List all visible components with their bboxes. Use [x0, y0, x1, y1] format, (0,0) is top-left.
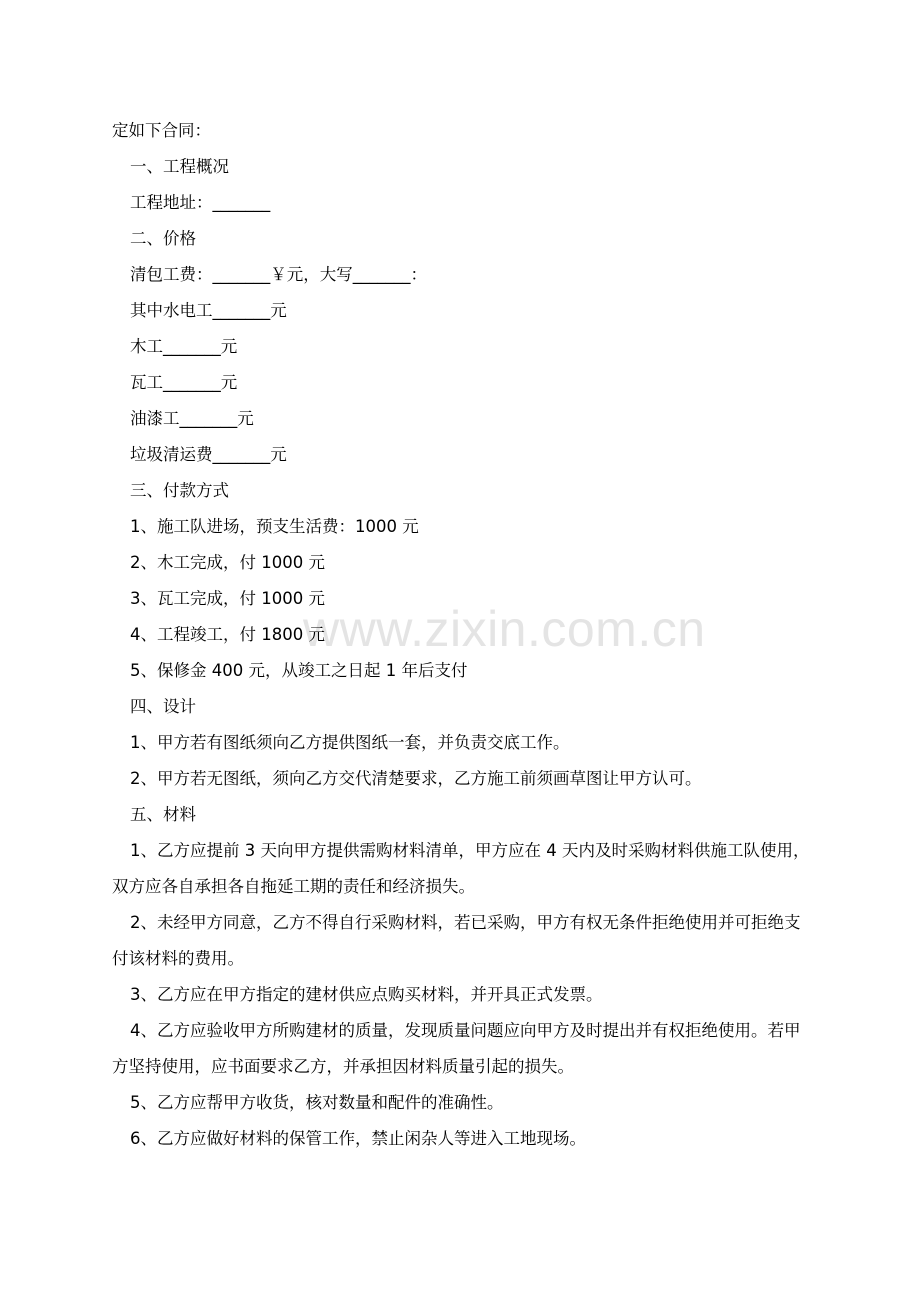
section-heading-payment: 三、付款方式 [130, 481, 229, 500]
painting-line: 油漆工_______元 [130, 409, 254, 428]
waste-removal-line: 垃圾清运费_______元 [130, 445, 287, 464]
labor-fee-line: 清包工费：_______￥元，大写_______： [130, 265, 427, 284]
section-heading-design: 四、设计 [130, 697, 196, 716]
materials-item-3: 3、乙方应在甲方指定的建材供应点购买材料，并开具正式发票。 [130, 985, 603, 1004]
payment-item-5: 5、保修金 400 元，从竣工之日起 1 年后支付 [130, 661, 468, 680]
section-heading-price: 二、价格 [130, 229, 196, 248]
intro-line: 定如下合同： [112, 121, 211, 140]
payment-item-2: 2、木工完成，付 1000 元 [130, 553, 325, 572]
plumbing-electrical-line: 其中水电工_______元 [130, 301, 287, 320]
tiling-line: 瓦工_______元 [130, 373, 238, 392]
materials-item-4: 4、乙方应验收甲方所购建材的质量，发现质量问题应向甲方及时提出并有权拒绝使用。若甲方坚持使用，应书面要求乙方，并承担因材料质量引起的损失。 [112, 1021, 801, 1076]
materials-item-2: 2、未经甲方同意，乙方不得自行采购材料，若已采购，甲方有权无条件拒绝使用并可拒绝支付该材料的费用。 [112, 913, 801, 968]
materials-item-1: 1、乙方应提前 3 天向甲方提供需购材料清单，甲方应在 4 天内及时采购材料供施工队使用，双方应各自承担各自拖延工期的责任和经济损失。 [112, 841, 810, 896]
project-address-line: 工程地址：_______ [130, 193, 271, 212]
design-item-1: 1、甲方若有图纸须向乙方提供图纸一套，并负责交底工作。 [130, 733, 570, 752]
watermark: www.zixin.com.cn [303, 601, 706, 657]
carpentry-line: 木工_______元 [130, 337, 238, 356]
section-heading-project: 一、工程概况 [130, 157, 229, 176]
payment-item-3: 3、瓦工完成，付 1000 元 [130, 589, 325, 608]
payment-item-1: 1、施工队进场，预支生活费：1000 元 [130, 517, 419, 536]
materials-item-6: 6、乙方应做好材料的保管工作，禁止闲杂人等进入工地现场。 [130, 1129, 586, 1148]
design-item-2: 2、甲方若无图纸，须向乙方交代清楚要求，乙方施工前须画草图让甲方认可。 [130, 769, 702, 788]
contract-document [112, 113, 814, 1157]
materials-item-5: 5、乙方应帮甲方收货，核对数量和配件的准确性。 [130, 1093, 504, 1112]
section-heading-materials: 五、材料 [130, 805, 196, 824]
payment-item-4: 4、工程竣工，付 1800 元 [130, 625, 325, 644]
